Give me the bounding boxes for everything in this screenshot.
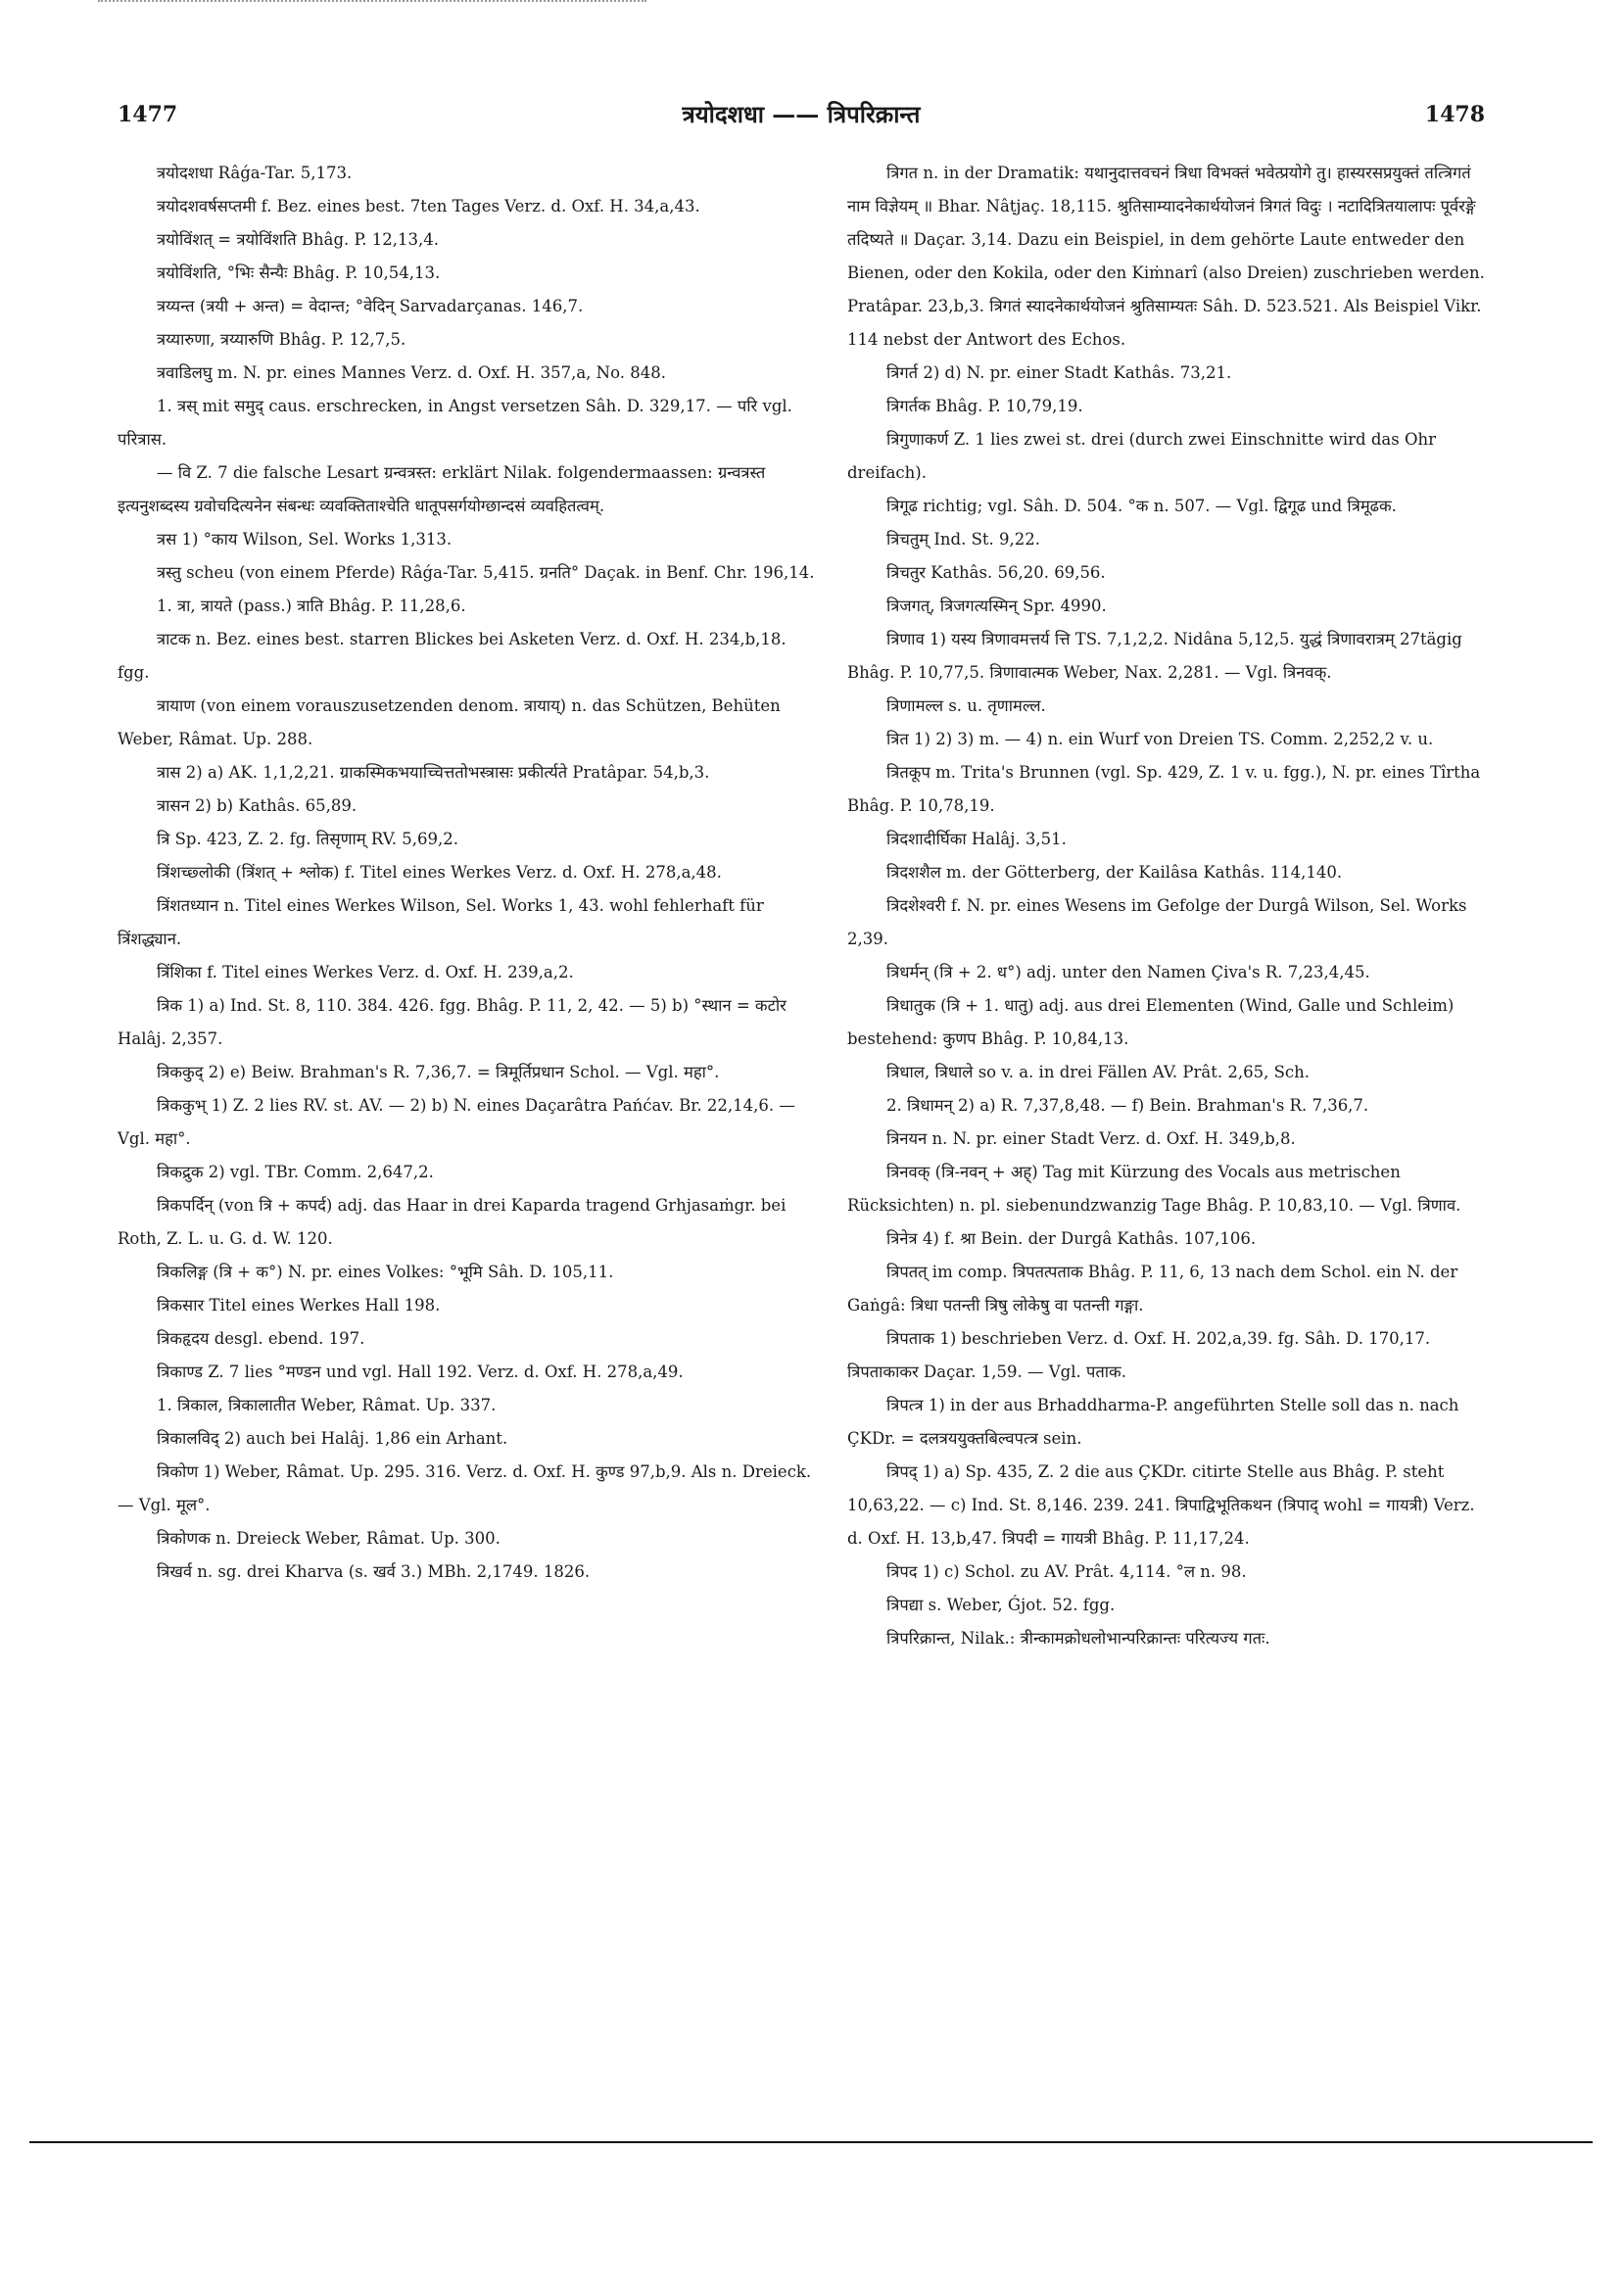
dictionary-entry: त्रय्यारुणा, त्रय्यारुणि Bhâg. P. 12,7,5. — [157, 330, 406, 349]
dictionary-entry: त्रिक 1) a) Ind. St. 8, 110. 384. 426. fgg. Bhâg. P. 11, 2, 42. — 5) b) °स्थान = कटोर Halâj. 2,357. — [118, 996, 787, 1048]
dictionary-entry: त्रितकूप m. Trita's Brunnen (vgl. Sp. 429, Z. 1 v. u. fgg.), N. pr. eines Tîrtha Bhâg. P. 10,78,19. — [847, 763, 1481, 815]
dictionary-entry: 1. त्रा, त्रायते (pass.) त्राति Bhâg. P. 11,28,6. — [157, 597, 466, 615]
dictionary-entry: त्रिंशतध्यान n. Titel eines Werkes Wilson, Sel. Works 1, 43. wohl fehlerhaft für त्रिंशद्ध्यान. — [118, 896, 764, 948]
scan-noise — [98, 0, 646, 12]
dictionary-entry: त्राटक n. Bez. eines best. starren Blickes bei Asketen Verz. d. Oxf. H. 234,b,18. fgg. — [118, 630, 787, 682]
dictionary-entry: त्रिपद 1) c) Schol. zu AV. Prât. 4,114. °ल n. 98. — [886, 1562, 1247, 1581]
dictionary-entry: त्रिनेत्र 4) f. श्रा Bein. der Durgâ Kathâs. 107,106. — [886, 1229, 1257, 1248]
dictionary-entry: 1. त्रिकाल, त्रिकालातीत Weber, Râmat. Up. 337. — [157, 1396, 497, 1414]
dictionary-entry: त्रिगूढ richtig; vgl. Sâh. D. 504. °क n. 507. — Vgl. द्विगूढ und त्रिमूढक. — [886, 497, 1397, 515]
dictionary-entry: त्रिकाण्ड Z. 7 lies °मण्डन und vgl. Hall 192. Verz. d. Oxf. H. 278,a,49. — [157, 1363, 684, 1381]
dictionary-entry: त्रिंशच्छ्लोकी (त्रिंशत् + श्लोक) f. Titel eines Werkes Verz. d. Oxf. H. 278,a,48. — [157, 863, 722, 882]
running-head: त्रयोदशधा —— त्रिपरिक्रान्त — [682, 100, 921, 128]
dictionary-entry: त्रिपत्त्र 1) in der aus Brhaddharma-P. angeführten Stelle soll das n. nach ÇKDr. = दलत्रययुक्तबिल्वपत्त्र sein. — [847, 1396, 1459, 1448]
dictionary-entry: त्रिदशादीर्घिका Halâj. 3,51. — [886, 830, 1067, 848]
footer-rule — [29, 2141, 1593, 2143]
dictionary-entry: त्रिनवक् (त्रि-नवन् + अह्) Tag mit Kürzung des Vocals aus metrischen Rücksichten) n. pl. siebenundzwanzig Tage Bhâg. P. 10,83,10. — Vgl. त्रिणाव. — [847, 1163, 1461, 1215]
dictionary-entry: त्रिजगत्, त्रिजगत्यस्मिन् Spr. 4990. — [886, 597, 1107, 615]
dictionary-entry: त्रय्यन्त (त्रयी + अन्त) = वेदान्त; °वेदिन् Sarvadarçanas. 146,7. — [157, 297, 584, 315]
dictionary-entry: त्रिगर्त 2) d) N. pr. einer Stadt Kathâs. 73,21. — [886, 363, 1232, 382]
dictionary-entry: त्रिकद्रुक 2) vgl. TBr. Comm. 2,647,2. — [157, 1163, 434, 1181]
page-number-right: 1478 — [1424, 102, 1485, 127]
dictionary-entry: त्रि Sp. 423, Z. 2. fg. तिसृणाम् RV. 5,69,2. — [157, 830, 459, 848]
dictionary-entry: त्रिपताक 1) beschrieben Verz. d. Oxf. H. 202,a,39. fg. Sâh. D. 170,17. त्रिपताकाकर Daçar. 1,59. — Vgl. पताक. — [847, 1329, 1431, 1381]
dictionary-entry: त्रिककुद् 2) e) Beiw. Brahman's R. 7,36,7. = त्रिमूर्तिप्रधान Schol. — Vgl. महा°. — [157, 1063, 720, 1081]
page-number-left: 1477 — [118, 102, 178, 127]
dictionary-entry: त्रिकलिङ्ग (त्रि + क°) N. pr. eines Volkes: °भूमि Sâh. D. 105,11. — [157, 1263, 614, 1281]
dictionary-entry: त्रिचतुर Kathâs. 56,20. 69,56. — [886, 563, 1106, 582]
dictionary-entry: त्रिचतुम् Ind. St. 9,22. — [886, 530, 1040, 549]
dictionary-entry: त्रासन 2) b) Kathâs. 65,89. — [157, 796, 358, 815]
dictionary-entry: त्रयोविंशत् = त्रयोविंशति Bhâg. P. 12,13,4. — [157, 230, 439, 249]
dictionary-entry: त्रिकपर्दिन् (von त्रि + कपर्द) adj. das Haar in drei Kaparda tragend Grhjasaṁgr. bei Roth, Z. L. u. G. d. W. 120. — [118, 1196, 787, 1248]
dictionary-entry: त्रयोदशधा Râǵa-Tar. 5,173. — [157, 164, 353, 182]
dictionary-entry: त्रिपरिक्रान्त, Nilak.: त्रीन्कामक्रोधलोभान्परिक्रान्तः परित्यज्य गतः. — [886, 1629, 1270, 1648]
dictionary-entry: त्रिकालविद् 2) auch bei Halâj. 1,86 ein Arhant. — [157, 1429, 508, 1448]
dictionary-entry: त्रिंशिका f. Titel eines Werkes Verz. d. Oxf. H. 239,a,2. — [157, 963, 574, 981]
dictionary-entry: त्रित 1) 2) 3) m. — 4) n. ein Wurf von Dreien TS. Comm. 2,252,2 v. u. — [886, 730, 1434, 748]
dictionary-entry: त्रिदशेश्वरी f. N. pr. eines Wesens im Gefolge der Durgâ Wilson, Sel. Works 2,39. — [847, 896, 1467, 948]
dictionary-entry: त्रिपद् 1) a) Sp. 435, Z. 2 die aus ÇKDr. citirte Stelle aus Bhâg. P. steht 10,63,22. — c) Ind. St. 8,146. 239. 241. त्रिपाद्विभूतिकथन (त्रिपाद् wohl = गायत्री) Verz. d. Oxf. H. 13,b,47. त्रिपदी = गायत्री Bhâg. P. 11,17,24. — [847, 1462, 1475, 1548]
dictionary-entry: त्रस्तु scheu (von einem Pferde) Râǵa-Tar. 5,415. ग्रनति° Daçak. in Benf. Chr. 196,14. — [157, 563, 815, 582]
dictionary-entry: त्रयोदशवर्षसप्तमी f. Bez. eines best. 7ten Tages Verz. d. Oxf. H. 34,a,43. — [157, 197, 700, 215]
dictionary-entry: त्रिगर्तक Bhâg. P. 10,79,19. — [886, 397, 1083, 415]
right-column — [847, 157, 1489, 1655]
dictionary-entry: त्रिखर्व n. sg. drei Kharva (s. खर्व 3.) MBh. 2,1749. 1826. — [157, 1562, 591, 1581]
dictionary-entry: त्रिनयन n. N. pr. einer Stadt Verz. d. Oxf. H. 349,b,8. — [886, 1129, 1296, 1148]
dictionary-entry: त्रस 1) °काय Wilson, Sel. Works 1,313. — [157, 530, 453, 549]
dictionary-entry: त्रास 2) a) AK. 1,1,2,21. ग्राकस्मिकभयाच्चित्ततोभस्त्रासः प्रकीर्त्यते Pratâpar. 54,b,3. — [157, 763, 710, 782]
dictionary-entry: त्रिधातुक (त्रि + 1. धातु) adj. aus drei Elementen (Wind, Galle und Schleim) bestehend: कुणप Bhâg. P. 10,84,13. — [847, 996, 1455, 1048]
dictionary-entry: त्रिपतत् im comp. त्रिपतत्पताक Bhâg. P. 11, 6, 13 nach dem Schol. ein N. der Gaṅgâ: त्रिधा पतन्ती त्रिषु लोकेषु वा पतन्ती गङ्गा. — [847, 1263, 1458, 1315]
dictionary-entry: 2. त्रिधामन् 2) a) R. 7,37,8,48. — f) Bein. Brahman's R. 7,36,7. — [886, 1096, 1369, 1115]
dictionary-entry: त्रिधाल, त्रिधाले so v. a. in drei Fällen AV. Prât. 2,65, Sch. — [886, 1063, 1310, 1081]
dictionary-entry: 1. त्रस् mit समुद् caus. erschrecken, in Angst versetzen Sâh. D. 329,17. — परि vgl. परित्रास. — [118, 397, 792, 449]
dictionary-entry: त्रिदशशैल m. der Götterberg, der Kailâsa Kathâs. 114,140. — [886, 863, 1343, 882]
dictionary-entry: त्रिकसार Titel eines Werkes Hall 198. — [157, 1296, 441, 1315]
dictionary-entry: त्रिगुणाकर्ण Z. 1 lies zwei st. drei (durch zwei Einschnitte wird das Ohr dreifach). — [847, 430, 1437, 482]
dictionary-entry: त्रिकहृदय desgl. ebend. 197. — [157, 1329, 365, 1348]
dictionary-entry: त्रिणाव 1) यस्य त्रिणावमत्तर्य त्ति TS. 7,1,2,2. Nidâna 5,12,5. युद्धं त्रिणावरात्रम् 27tägig Bhâg. P. 10,77,5. त्रिणावात्मक Weber, Nax. 2,281. — Vgl. त्रिनवक्. — [847, 630, 1462, 682]
dictionary-entry: त्रिधर्मन् (त्रि + 2. ध°) adj. unter den Namen Çiva's R. 7,23,4,45. — [886, 963, 1370, 981]
left-column — [118, 157, 823, 1589]
dictionary-entry: — वि Z. 7 die falsche Lesart ग्रन्वत्रस्त: erklärt Nilak. folgendermaassen: ग्रन्वत्रस्त इत्यनुशब्दस्य ग्रवोचदित्यनेन संबन्धः व्यवक्तिताश्चेति धातूपसर्गयोग्छान्दसं व्यवहितत्वम्. — [118, 463, 766, 515]
dictionary-entry: त्रयोविंशति, °भिः सैन्यैः Bhâg. P. 10,54,13. — [157, 263, 441, 282]
dictionary-entry: त्रवाडिलघु m. N. pr. eines Mannes Verz. d. Oxf. H. 357,a, No. 848. — [157, 363, 666, 382]
dictionary-entry: त्रिणामल्ल s. u. तृणामल्ल. — [886, 696, 1046, 715]
dictionary-entry: त्रिपद्या s. Weber, Ǵjot. 52. fgg. — [886, 1596, 1116, 1614]
dictionary-entry: त्रायाण (von einem vorauszusetzenden denom. त्रायाय्) n. das Schützen, Behüten Weber, Râmat. Up. 288. — [118, 696, 781, 748]
dictionary-entry: त्रिककुभ् 1) Z. 2 lies RV. st. AV. — 2) b) N. eines Daçarâtra Pańćav. Br. 22,14,6. — Vgl. महा°. — [118, 1096, 795, 1148]
dictionary-entry: त्रिकोणक n. Dreieck Weber, Râmat. Up. 300. — [157, 1529, 501, 1548]
dictionary-entry: त्रिकोण 1) Weber, Râmat. Up. 295. 316. Verz. d. Oxf. H. कुण्ड 97,b,9. Als n. Dreieck. — Vgl. मूल°. — [118, 1462, 812, 1514]
page-header — [118, 98, 1485, 141]
dictionary-entry: त्रिगत n. in der Dramatik: यथानुदात्तवचनं त्रिधा विभक्तं भवेत्प्रयोगे तु। हास्यरसप्रयुक्तं तत्त्रिगतं नाम विज्ञेयम् ॥ Bhar. Nâṭjaç. 18,115. श्रुतिसाम्यादनेकार्थयोजनं त्रिगतं विदुः । नटादित्रितयालापः पूर्वरङ्गे तदिष्यते ॥ Daçar. 3,14. Dazu ein Beispiel, in dem gehörte Laute entweder den Bienen, oder den Kokila, oder den Kiṁnarî (also Dreien) zuschrieben werden. Pratâpar. 23,b,3. त्रिगतं स्यादनेकार्थयोजनं श्रुतिसाम्यतः Sâh. D. 523.521. Als Beispiel Vikr. 114 nebst der Antwort des Echos. — [847, 164, 1485, 349]
